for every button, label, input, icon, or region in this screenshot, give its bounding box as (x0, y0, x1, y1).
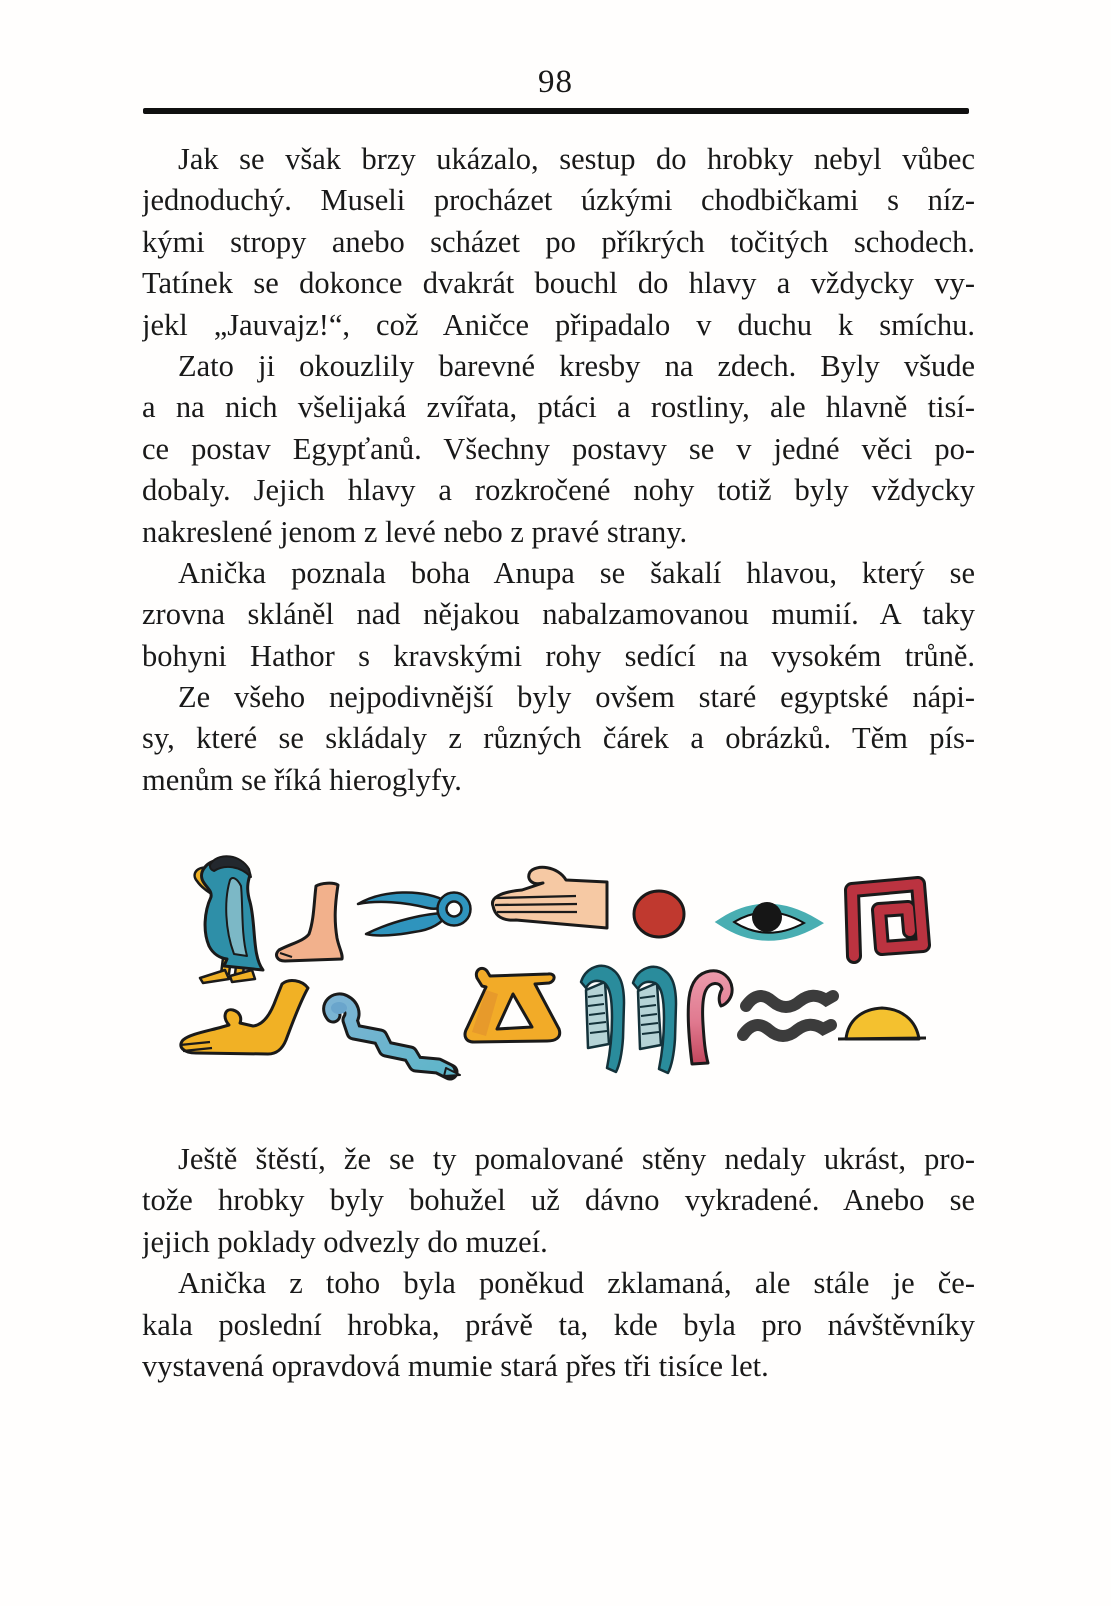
hand-glyph (492, 867, 607, 928)
text-line: Zato ji okouzlily barevné kresby na zdech. Byly všude (178, 348, 975, 383)
hieroglyphs-illustration (130, 798, 1030, 1088)
crook-glyph (688, 971, 732, 1064)
snake-glyph (331, 1001, 460, 1076)
text-line: nakreslené jenom z levé nebo z pravé strany. (142, 514, 688, 549)
sun-disk-glyph (634, 891, 684, 937)
arm-glyph (180, 981, 308, 1054)
text-line: Jak se však brzy ukázalo, sestup do hrobky nebyl vůbec (178, 142, 975, 176)
page-number: 98 (538, 64, 573, 100)
text-line: jekl „Jauvajz!“, což Aničce připadalo v duchu k smíchu. (142, 307, 975, 342)
text-line: menům se říká hieroglyfy. (142, 762, 462, 797)
text-block-upper (142, 139, 975, 801)
text-line: kými stropy anebo scházet po příkrých točitých schodech. (142, 224, 975, 259)
seat-glyph (465, 968, 560, 1042)
text-line: Anička poznala boha Anupa se šakalí hlavou, který se (178, 555, 975, 590)
text-line: dobaly. Jejich hlavy a rozkročené nohy totiž byly vždycky (142, 473, 975, 508)
reed-leaf-glyph (633, 967, 676, 1073)
text-line: Anička z toho byla poněkud zklamaná, ale stále je če- (178, 1266, 975, 1301)
text-line: a na nich všelijaká zvířata, ptáci a rostliny, ale hlavně tisí- (142, 390, 975, 425)
text-line: sy, které se skládaly z různých čárek a obrázků. Těm pís- (142, 721, 975, 756)
text-block-lower (142, 1139, 975, 1387)
text-line: jednoduchý. Museli procházet úzkými chodbičkami s níz- (142, 183, 975, 218)
text-line: Tatínek se dokonce dvakrát bouchl do hlavy a vždycky vy- (142, 266, 975, 301)
reed-leaf-glyph (581, 966, 624, 1072)
horns-glyph (358, 892, 471, 935)
text-line: Ještě štěstí, že se ty pomalované stěny nedaly ukrást, pro- (178, 1142, 975, 1176)
text-line: jejich poklady odvezly do muzeí. (142, 1224, 548, 1259)
text-line: vystavená opravdová mumie stará přes tři tisíce let. (142, 1348, 769, 1383)
text-line: Ze všeho nejpodivnější byly ovšem staré egyptské nápi- (178, 680, 975, 715)
text-line: kala poslední hrobka, právě ta, kde byla pro návštěvníky (142, 1307, 975, 1342)
text-line: tože hrobky byly bohužel už dávno vykradené. Anebo se (142, 1183, 975, 1218)
paragraph (142, 677, 975, 801)
paragraph (142, 1263, 975, 1387)
paragraph (142, 346, 975, 553)
text-line: ce postav Egypťanů. Všechny postavy se v jedné věci po- (142, 431, 975, 466)
leg-glyph (277, 883, 343, 961)
half-loaf-glyph (838, 1008, 926, 1039)
text-line: zrovna skláněl nad nějakou nabalzamovanou mumií. A taky (142, 597, 975, 632)
water-ripples-glyph (743, 996, 833, 1036)
paragraph (142, 553, 975, 677)
falcon-glyph (195, 856, 263, 983)
spiral-glyph (852, 884, 923, 956)
text-line: bohyni Hathor s kravskými rohy sedící na vysokém trůně. (142, 638, 975, 673)
eye-glyph (718, 902, 820, 938)
paragraph (142, 139, 975, 346)
header-rule (143, 108, 969, 114)
paragraph (142, 1139, 975, 1263)
